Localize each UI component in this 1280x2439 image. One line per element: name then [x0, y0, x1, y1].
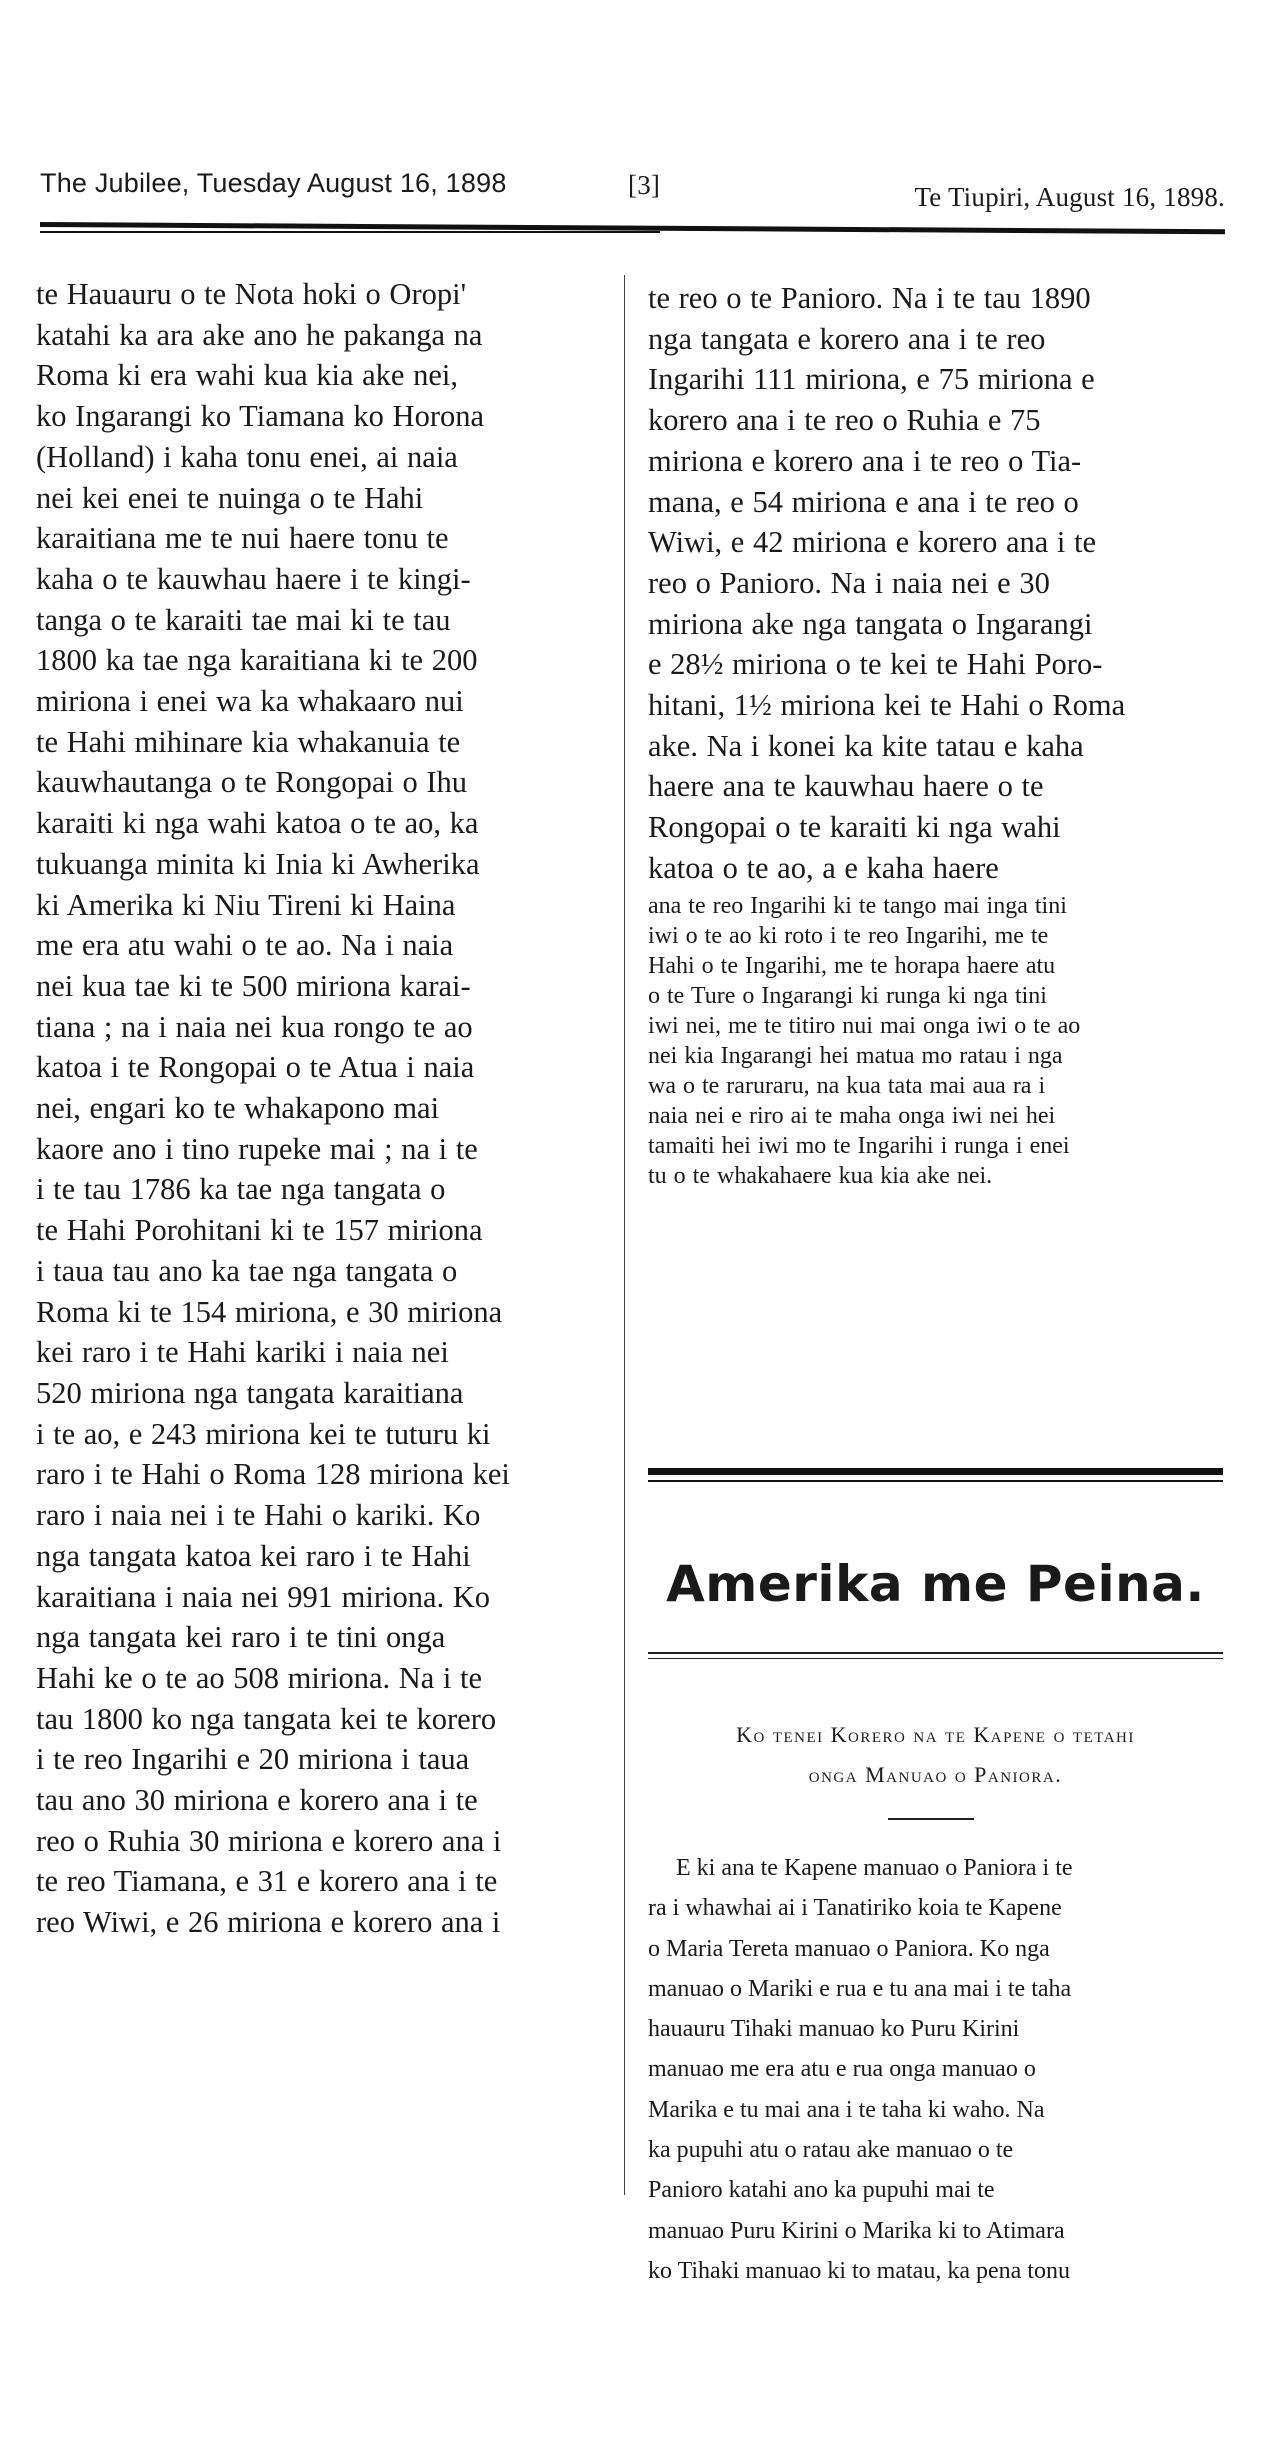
text-line: kei raro i te Hahi kariki i naia nei: [36, 1335, 449, 1370]
text-line: karaitiana i naia nei 991 miriona. Ko: [36, 1579, 491, 1614]
text-line: ko Tihaki manuao ki to matau, ka pena tonu: [648, 2257, 1070, 2284]
text-line: ana te reo Ingarihi ki te tango mai inga tini: [648, 892, 1067, 919]
text-line: i te reo Ingarihi e 20 miriona i taua: [36, 1742, 470, 1777]
text-line: nei kei enei te nuinga o te Hahi: [36, 480, 424, 515]
header-right-title: Te Tiupiri, August 16, 1898.: [914, 182, 1225, 212]
text-line: ra i whawhai ai i Tanatiriko koia te Kapene: [648, 1895, 1062, 1922]
text-line: korero ana i te reo o Ruhia e 75: [648, 403, 1041, 438]
text-line: reo o Ruhia 30 miriona e korero ana i: [36, 1823, 502, 1858]
title-rule: [648, 1652, 1223, 1654]
left-column: [36, 274, 616, 1943]
text-line: miriona ake nga tangata o Ingarangi: [648, 606, 1093, 641]
text-line: te Hahi Porohitani ki te 157 miriona: [36, 1213, 483, 1248]
text-line: tu o te whakahaere kua kia ake nei.: [648, 1162, 993, 1189]
text-line: nga tangata katoa kei raro i te Hahi: [36, 1538, 471, 1573]
text-line: tukuanga minita ki Inia ki Awherika: [36, 846, 480, 881]
article-subheading: [648, 1715, 1223, 1795]
text-line: mana, e 54 miriona e ana i te reo o: [648, 484, 1079, 519]
text-line: Rongopai o te karaiti ki nga wahi: [648, 810, 1061, 845]
text-line: karaitiana me te nui haere tonu te: [36, 521, 449, 556]
text-line: haere ana te kauwhau haere o te: [648, 769, 1044, 804]
text-line: Marika e tu mai ana i te taha ki waho. Na: [648, 2096, 1045, 2123]
text-line: manuao o Mariki e rua e tu ana mai i te taha: [648, 1975, 1072, 2002]
text-line: nga tangata kei raro i te tini onga: [36, 1620, 446, 1655]
text-line: i te ao, e 243 miriona kei te tuturu ki: [36, 1416, 491, 1451]
text-line: raro i te Hahi o Roma 128 miriona kei: [36, 1457, 510, 1492]
text-line: te reo Tiamana, e 31 e korero ana i te: [36, 1864, 498, 1899]
text-line: miriona i enei wa ka whakaaro nui: [36, 684, 464, 719]
right-column-body: [648, 278, 1228, 889]
text-line: me era atu wahi o te ao. Na i naia: [36, 928, 454, 963]
text-line: katahi ka ara ake ano he pakanga na: [36, 317, 483, 352]
text-line: 1800 ka tae nga karaitiana ki te 200: [36, 643, 478, 678]
text-line: nei kua tae ki te 500 miriona karai-: [36, 968, 471, 1003]
text-line: te Hauauru o te Nota hoki o Oropi': [36, 277, 467, 311]
text-line: ko Ingarangi ko Tiamana ko Horona: [36, 399, 485, 434]
text-line: iwi nei, me te titiro nui mai onga iwi o te ao: [648, 1012, 1081, 1039]
text-line: e 28½ miriona o te kei te Hahi Poro-: [648, 647, 1103, 682]
text-line: tau ano 30 miriona e korero ana i te: [36, 1783, 478, 1818]
text-line: kauwhautanga o te Rongopai o Ihu: [36, 765, 468, 800]
text-line: (Holland) i kaha tonu enei, ai naia: [36, 439, 458, 474]
title-rule-thin: [648, 1658, 1223, 1659]
text-line: i taua tau ano ka tae nga tangata o: [36, 1253, 458, 1288]
text-line: iwi o te ao ki roto i te reo Ingarihi, me te: [648, 922, 1049, 949]
text-line: reo Wiwi, e 26 miriona e korero ana i: [36, 1905, 501, 1940]
text-line: Hahi ke o te ao 508 miriona. Na i te: [36, 1660, 483, 1695]
subheading-line: onga Manuao o Paniora.: [808, 1762, 1063, 1787]
text-line: ka pupuhi atu o ratau ake manuao o te: [648, 2137, 1014, 2164]
text-line: katoa o te ao, a e kaha haere: [648, 850, 999, 885]
text-line: tiana ; na i naia nei kua rongo te ao: [36, 1009, 473, 1044]
article-body: [648, 1848, 1223, 2291]
text-line: i te tau 1786 ka tae nga tangata o: [36, 1172, 446, 1207]
header-rule-thin: [40, 231, 660, 233]
text-line: ki Amerika ki Niu Tireni ki Haina: [36, 887, 456, 922]
text-line: te Hahi mihinare kia whakanuia te: [36, 724, 461, 759]
right-column: [648, 278, 1228, 1191]
text-line: te reo o te Panioro. Na i te tau 1890: [648, 281, 1091, 315]
subheading-line: Ko tenei Korero na te Kapene o tetahi: [736, 1722, 1135, 1747]
text-line: manuao me era atu e rua onga manuao o: [648, 2056, 1036, 2083]
section-title: Amerika me Peina.: [666, 1555, 1205, 1613]
text-line: Roma ki era wahi kua kia ake nei,: [36, 358, 458, 393]
text-line: nei, engari ko te whakapono mai: [36, 1091, 440, 1126]
section-rule-thick: [648, 1468, 1223, 1475]
text-line: E ki ana te Kapene manuao o Paniora i te: [676, 1855, 1073, 1881]
text-line: Roma ki te 154 miriona, e 30 miriona: [36, 1294, 503, 1329]
right-column-small-print: [648, 891, 1228, 1191]
short-rule: [888, 1818, 974, 1820]
text-line: reo o Panioro. Na i naia nei e 30: [648, 565, 1050, 600]
text-line: hauauru Tihaki manuao ko Puru Kirini: [648, 2016, 1020, 2043]
text-line: kaore ano i tino rupeke mai ; na i te: [36, 1131, 478, 1166]
text-line: o te Ture o Ingarangi ki runga ki nga tini: [648, 982, 1047, 1009]
page-number: [3]: [628, 170, 661, 200]
text-line: hitani, 1½ miriona kei te Hahi o Roma: [648, 688, 1126, 723]
text-line: wa o te raruraru, na kua tata mai aua ra i: [648, 1072, 1046, 1099]
text-line: nei kia Ingarangi hei matua mo ratau i nga: [648, 1042, 1063, 1069]
text-line: nga tangata e korero ana i te reo: [648, 321, 1046, 356]
column-divider: [624, 275, 625, 2195]
text-line: tamaiti hei iwi mo te Ingarihi i runga i enei: [648, 1132, 1070, 1159]
text-line: manuao Puru Kirini o Marika ki to Atimara: [648, 2217, 1065, 2244]
page-header: [40, 168, 1225, 212]
text-line: kaha o te kauwhau haere i te kingi-: [36, 561, 471, 596]
text-line: Wiwi, e 42 miriona e korero ana i te: [648, 525, 1097, 560]
text-line: tau 1800 ko nga tangata kei te korero: [36, 1701, 497, 1736]
text-line: miriona e korero ana i te reo o Tia-: [648, 443, 1082, 478]
section-rule-thin: [648, 1480, 1223, 1482]
text-line: tanga o te karaiti tae mai ki te tau: [36, 602, 451, 637]
header-left-title: The Jubilee, Tuesday August 16, 1898: [40, 168, 507, 198]
text-line: naia nei e riro ai te maha onga iwi nei hei: [648, 1102, 1056, 1129]
text-line: raro i naia nei i te Hahi o kariki. Ko: [36, 1498, 481, 1533]
text-line: karaiti ki nga wahi katoa o te ao, ka: [36, 806, 479, 841]
text-line: Hahi o te Ingarihi, me te horapa haere atu: [648, 952, 1056, 979]
text-line: Ingarihi 111 miriona, e 75 miriona e: [648, 362, 1095, 397]
text-line: ake. Na i konei ka kite tatau e kaha: [648, 728, 1084, 763]
text-line: 520 miriona nga tangata karaitiana: [36, 1375, 464, 1410]
text-line: o Maria Tereta manuao o Paniora. Ko nga: [648, 1935, 1050, 1962]
text-line: katoa i te Rongopai o te Atua i naia: [36, 1050, 475, 1085]
text-line: Panioro katahi ano ka pupuhi mai te: [648, 2177, 995, 2204]
